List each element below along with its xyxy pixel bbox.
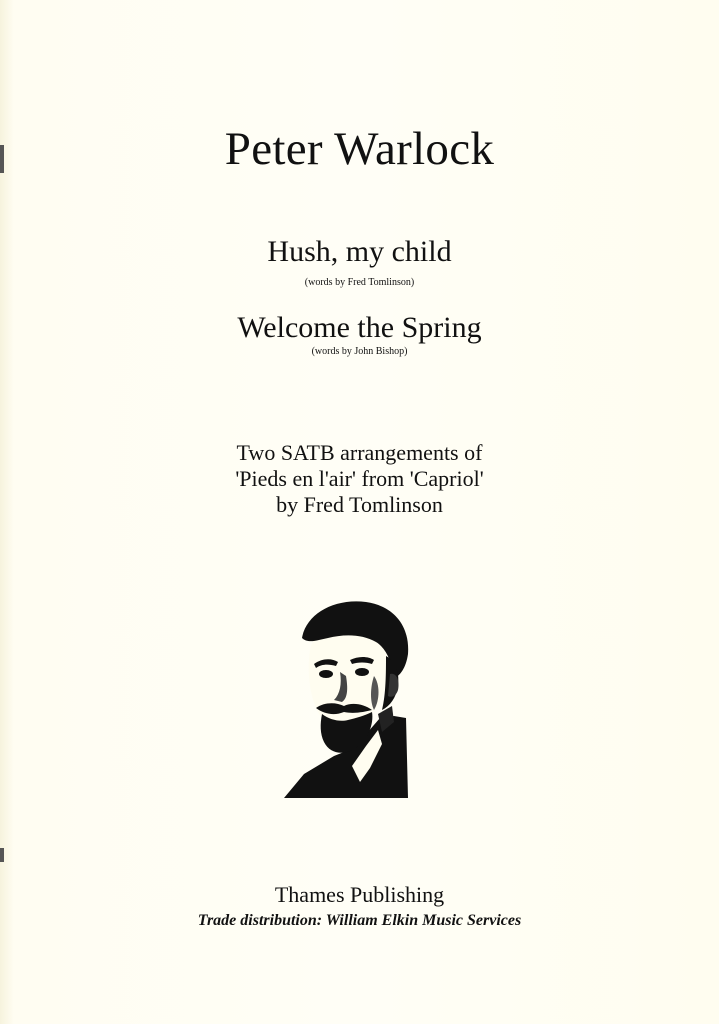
description-line-2: 'Pieds en l'air' from 'Capriol' [235,466,484,491]
composer-portrait-icon [282,598,412,800]
piece-title-2: Welcome the Spring [237,311,482,344]
page-edge-mark [0,848,4,862]
piece-title-1: Hush, my child [267,235,452,268]
arrangement-description [0,440,719,518]
trade-distribution: Trade distribution: William Elkin Music Services [197,912,522,929]
composer-name: Peter Warlock [224,123,495,175]
piece-credit-1: (words by Fred Tomlinson) [304,277,415,288]
description-line-3: by Fred Tomlinson [276,492,443,517]
piece-credit-2: (words by John Bishop) [311,346,408,357]
description-line-1: Two SATB arrangements of [236,440,483,465]
publisher-name: Thames Publishing [274,882,445,907]
